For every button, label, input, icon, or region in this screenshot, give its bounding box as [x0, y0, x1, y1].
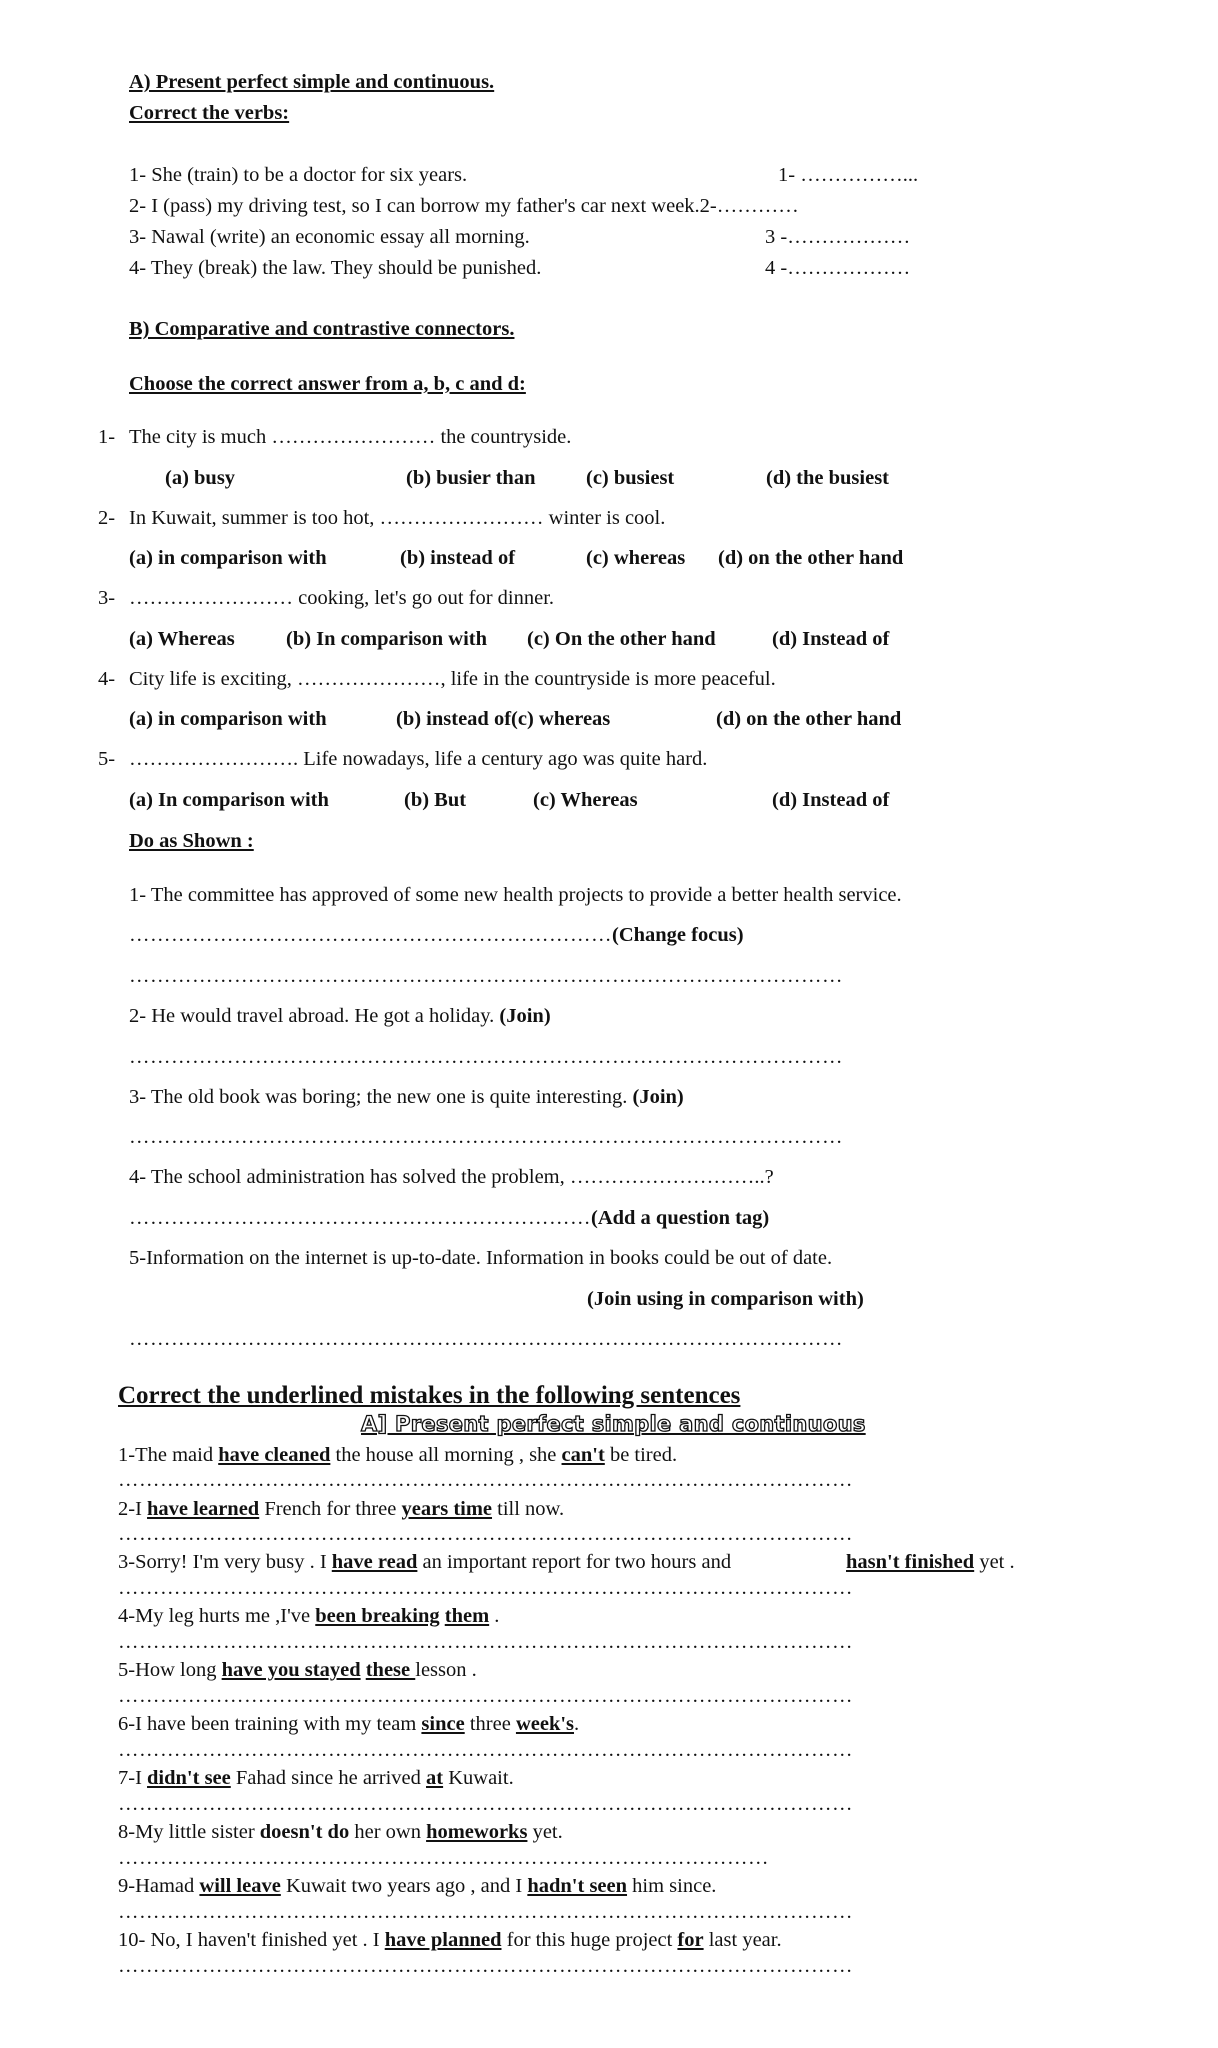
sentence-text: French for three: [259, 1498, 402, 1520]
underlined-mistake: years time: [401, 1498, 493, 1520]
mc-q1-option-d[interactable]: (d) the busiest: [766, 467, 890, 489]
verb-item-4: 4- They (break) the law. They should be punished.: [129, 257, 542, 279]
sentence-text: 1-The maid: [118, 1444, 219, 1466]
answer-line-q1a[interactable]: [129, 922, 744, 948]
underlined-mistake: week's: [515, 1713, 575, 1735]
transform-q4: 4- The school administration has solved the problem, ………………………..?: [129, 1166, 774, 1188]
underlined-mistake: have planned: [384, 1929, 502, 1951]
correct-mistakes-subtitle: A] Present perfect simple and continuous: [361, 1412, 866, 1436]
verb-answer-1: 1- ……………...: [778, 164, 919, 186]
mc-question-4-number: 4-: [98, 668, 116, 690]
answer-line-s9[interactable]: ……………………………………………………………………………………………: [118, 1901, 853, 1923]
mc-q2-option-d[interactable]: (d) on the other hand: [718, 547, 904, 569]
mc-question-4: City life is exciting, …………………, life in the countryside is more peaceful.: [129, 668, 776, 690]
mc-q1-option-a[interactable]: (a) busy: [165, 467, 236, 489]
underlined-mistake: have you stayed: [221, 1659, 361, 1681]
mc-question-3-number: 3-: [98, 587, 116, 609]
answer-line-q4[interactable]: [129, 1205, 769, 1231]
verb-item-3: 3- Nawal (write) an economic essay all morning.: [129, 226, 530, 248]
sentence-text: .: [574, 1713, 580, 1735]
instruction-change-focus: (Change focus): [612, 924, 744, 946]
sentence-text: .: [489, 1605, 500, 1627]
answer-line-s1[interactable]: ……………………………………………………………………………………………: [118, 1469, 853, 1491]
underlined-mistake: since: [421, 1713, 465, 1735]
sentence-text: yet .: [974, 1551, 1015, 1573]
transform-q2-text: 2- He would travel abroad. He got a holiday.: [129, 1005, 495, 1027]
mc-question-3: …………………… cooking, let's go out for dinner.: [129, 587, 555, 609]
sentence-text: Fahad since he arrived: [230, 1767, 427, 1789]
underlined-mistake: have learned: [147, 1498, 260, 1520]
mistake-sentence-10: [118, 1927, 782, 1953]
bold-mistake: doesn't do: [259, 1821, 350, 1843]
answer-dots: …………………………………………………………: [129, 1207, 591, 1229]
mistake-sentence-7: [118, 1765, 514, 1791]
sentence-text: the house all morning , she: [330, 1444, 562, 1466]
mc-q5-option-b[interactable]: (b) But: [404, 789, 467, 811]
underlined-mistake: for: [677, 1929, 704, 1951]
underlined-mistake: them: [444, 1605, 490, 1627]
answer-line-s3[interactable]: ……………………………………………………………………………………………: [118, 1577, 853, 1599]
mistake-sentence-4: [118, 1603, 499, 1629]
sentence-text: be tired.: [604, 1444, 678, 1466]
sentence-text: 2-I: [118, 1498, 148, 1520]
underlined-mistake: have cleaned: [218, 1444, 331, 1466]
mc-q1-option-c[interactable]: (c) busiest: [586, 467, 675, 489]
mc-q2-option-c[interactable]: (c) whereas: [586, 547, 686, 569]
verb-item-2: 2- I (pass) my driving test, so I can borrow my father's car next week.2-…………: [129, 195, 799, 217]
sentence-text: 7-I: [118, 1767, 148, 1789]
mistake-sentence-8: [118, 1819, 563, 1845]
sentence-text: lesson .: [415, 1659, 477, 1681]
section-a-subtitle: Correct the verbs:: [129, 102, 290, 124]
sentence-text: till now.: [492, 1498, 565, 1520]
do-as-shown-title: Do as Shown :: [129, 830, 254, 852]
transform-q3: [129, 1084, 684, 1110]
underlined-mistake: been breaking: [315, 1605, 440, 1627]
instruction-join: (Join): [632, 1086, 684, 1108]
underlined-mistake: didn't see: [147, 1767, 231, 1789]
sentence-text: 10- No, I haven't finished yet . I: [118, 1929, 385, 1951]
mistake-sentence-1: [118, 1442, 677, 1468]
mc-question-1: The city is much …………………… the countryside.: [129, 426, 572, 448]
mistake-sentence-3-end: [846, 1549, 1015, 1575]
verb-answer-3: 3 -………………: [765, 226, 911, 248]
underlined-mistake: homeworks: [426, 1821, 528, 1843]
verb-answer-4: 4 -………………: [765, 257, 911, 279]
mc-question-1-number: 1-: [98, 426, 116, 448]
transform-q3-text: 3- The old book was boring; the new one is quite interesting.: [129, 1086, 628, 1108]
correct-mistakes-title: Correct the underlined mistakes in the following sentences: [118, 1382, 741, 1409]
instruction-join-comparison: (Join using in comparison with): [587, 1288, 864, 1310]
sentence-text: an important report for two hours and: [417, 1551, 732, 1573]
mc-q5-option-a[interactable]: (a) In comparison with: [129, 789, 329, 811]
mc-q3-option-c[interactable]: (c) On the other hand: [527, 628, 716, 650]
mc-q5-option-d[interactable]: (d) Instead of: [772, 789, 890, 811]
mistake-sentence-2: [118, 1496, 564, 1522]
sentence-text: 3-Sorry! I'm very busy . I: [118, 1551, 332, 1573]
answer-line-s7[interactable]: ……………………………………………………………………………………………: [118, 1793, 853, 1815]
answer-line-s4[interactable]: ……………………………………………………………………………………………: [118, 1631, 853, 1653]
mc-question-5-number: 5-: [98, 748, 116, 770]
transform-q2: [129, 1003, 551, 1029]
instruction-question-tag: (Add a question tag): [591, 1207, 770, 1229]
sentence-text: for this huge project: [501, 1929, 678, 1951]
mc-q4-option-bc[interactable]: (b) instead of(c) whereas: [396, 708, 611, 730]
mc-q1-option-b[interactable]: (b) busier than: [406, 467, 536, 489]
sentence-text: Kuwait.: [443, 1767, 514, 1789]
answer-line-q1b[interactable]: …………………………………………………………………………………………: [129, 965, 843, 987]
answer-dots: ……………………………………………………………: [129, 924, 612, 946]
sentence-text: 9-Hamad: [118, 1875, 200, 1897]
sentence-text: yet.: [527, 1821, 563, 1843]
verb-item-1: 1- She (train) to be a doctor for six years.: [129, 164, 468, 186]
underlined-mistake: can't: [561, 1444, 605, 1466]
mistake-sentence-9: [118, 1873, 716, 1899]
answer-line-s10[interactable]: ……………………………………………………………………………………………: [118, 1955, 853, 1977]
answer-line-s8[interactable]: …………………………………………………………………………………: [118, 1847, 769, 1869]
sentence-text: him since.: [627, 1875, 717, 1897]
mc-q3-option-b[interactable]: (b) In comparison with: [286, 628, 488, 650]
underlined-mistake: have read: [331, 1551, 418, 1573]
underlined-mistake: these: [365, 1659, 416, 1681]
section-a-title: A) Present perfect simple and continuous.: [129, 71, 495, 93]
underlined-mistake: will leave: [199, 1875, 281, 1897]
answer-line-q2[interactable]: …………………………………………………………………………………………: [129, 1046, 843, 1068]
sentence-text: her own: [349, 1821, 427, 1843]
underlined-mistake: hasn't finished: [846, 1551, 975, 1573]
answer-line-s2[interactable]: ……………………………………………………………………………………………: [118, 1523, 853, 1545]
sentence-text: three: [464, 1713, 516, 1735]
mc-question-5: ……………………. Life nowadays, life a century ago was quite hard.: [129, 748, 708, 770]
sentence-text: last year.: [703, 1929, 782, 1951]
mc-question-2-number: 2-: [98, 507, 116, 529]
sentence-text: 8-My little sister: [118, 1821, 260, 1843]
mc-q5-option-c[interactable]: (c) Whereas: [533, 789, 638, 811]
section-b-subtitle: Choose the correct answer from a, b, c and d:: [129, 373, 526, 395]
mistake-sentence-6: [118, 1711, 579, 1737]
underlined-mistake: at: [426, 1767, 444, 1789]
mistake-sentence-3: [118, 1549, 731, 1575]
mc-q2-option-a[interactable]: (a) in comparison with: [129, 547, 327, 569]
sentence-text: 5-How long: [118, 1659, 222, 1681]
mc-q3-option-d[interactable]: (d) Instead of: [772, 628, 890, 650]
mistake-sentence-5: [118, 1657, 477, 1683]
underlined-mistake: hadn't seen: [527, 1875, 628, 1897]
mc-q4-option-d[interactable]: (d) on the other hand: [716, 708, 902, 730]
transform-q1: 1- The committee has approved of some new health projects to provide a better health service.: [129, 884, 902, 906]
instruction-join: (Join): [499, 1005, 551, 1027]
answer-line-s6[interactable]: ……………………………………………………………………………………………: [118, 1739, 853, 1761]
mc-q3-option-a[interactable]: (a) Whereas: [129, 628, 235, 650]
sentence-text: 4-My leg hurts me ,I've: [118, 1605, 316, 1627]
mc-q4-option-a[interactable]: (a) in comparison with: [129, 708, 327, 730]
sentence-text: 6-I have been training with my team: [118, 1713, 422, 1735]
answer-line-s5[interactable]: ……………………………………………………………………………………………: [118, 1685, 853, 1707]
answer-line-q5[interactable]: …………………………………………………………………………………………: [129, 1328, 843, 1350]
answer-line-q3[interactable]: …………………………………………………………………………………………: [129, 1126, 843, 1148]
section-b-title: B) Comparative and contrastive connectors.: [129, 318, 515, 340]
transform-q5: 5-Information on the internet is up-to-date. Information in books could be out of date.: [129, 1247, 833, 1269]
sentence-text: Kuwait two years ago , and I: [280, 1875, 528, 1897]
mc-question-2: In Kuwait, summer is too hot, …………………… winter is cool.: [129, 507, 666, 529]
mc-q2-option-b[interactable]: (b) instead of: [400, 547, 516, 569]
